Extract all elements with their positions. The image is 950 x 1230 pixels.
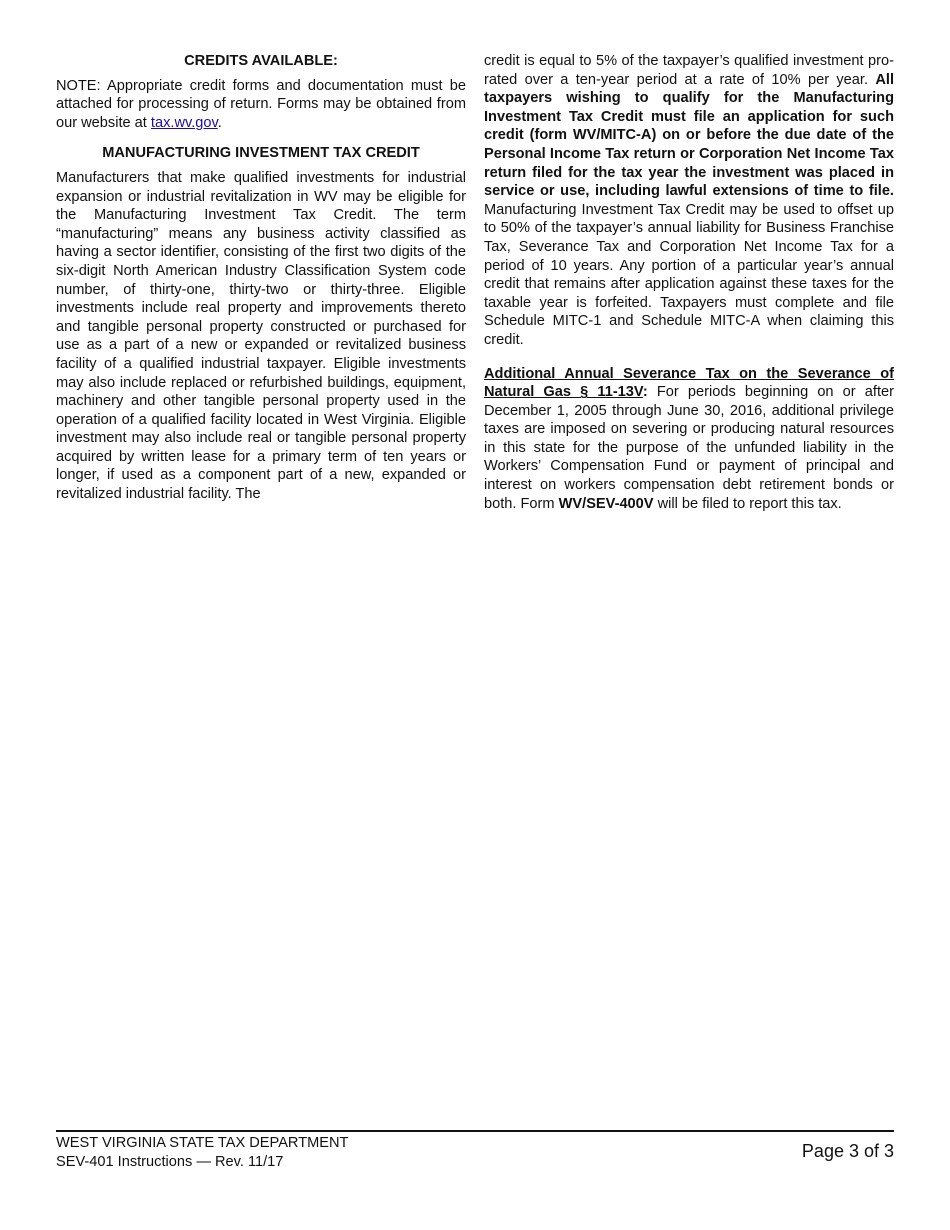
footer-form-revision: SEV-401 Instructions — Rev. 11/17 xyxy=(56,1154,284,1170)
mitc-cont-2: Manufacturing Investment Tax Credit may be used to offset up to 50% of the taxpayer’s annual liability for Business Franchise Tax, Severance Tax and Corporation Net Income Tax for a period of 10 years. Any portion of a particular year’s annual credit that remains after application against these taxes for the taxable year is forfeited. Taxpayers must complete and file Schedule MITC-1 and Schedule MITC-A when claiming this credit. xyxy=(484,201,894,348)
mitc-heading: MANUFACTURING INVESTMENT TAX CREDIT xyxy=(102,145,420,162)
natural-gas-body: For periods beginning on or after December 1, 2005 through June 30, 2016, additional privilege taxes are imposed on severing or producing natural resources in this state for the purpose of the unfunded liability in the Workers’ Compensation Fund or payment of principal and interest on workers compensation debt retirement bonds or both. Form xyxy=(484,384,895,512)
footer-divider xyxy=(56,1130,894,1132)
footer-department: WEST VIRGINIA STATE TAX DEPARTMENT xyxy=(56,1135,349,1151)
left-column xyxy=(56,52,466,504)
footer-left xyxy=(56,1134,348,1172)
mitc-body: Manufacturers that make qualified investments for industrial expansion or industrial revitalization in WV may be eligible for the Manufacturing Investment Tax Credit. The term “manufacturing” means any business activity classified as having a sector identifier, consisting of the first two digits of the six-digit North American Industry Classification System code number, of thirty-one, thirty-two or thirty-three. Eligible investments include real property and improvements thereto and tangible personal property constructed or purchased for use as a part of a new or expanded or revitalized business facility of a qualified industrial taxpayer. Eligible investments may also include replaced or refurbished buildings, equipment, machinery and other tangible personal property used in the operation of a qualified facility located in West Virginia. Eligible investment may also include real or tangible personal property acquired by written lease for a primary term of ten years or longer, if used as a component part of a new, expanded or revitalized industrial facility. The xyxy=(56,169,466,503)
note-end: . xyxy=(217,114,222,131)
tax-website-link[interactable]: tax.wv.gov xyxy=(150,114,218,131)
right-column xyxy=(484,52,894,513)
natural-gas-end: will be filed to report this tax. xyxy=(653,495,842,512)
credits-available-heading: CREDITS AVAILABLE: xyxy=(184,53,338,69)
note-text: NOTE: Appropriate credit forms and documentation must be attached for processing of return. Forms may be obtained from our website at xyxy=(56,77,466,131)
natural-gas-colon: : xyxy=(642,384,648,401)
natural-gas-paragraph xyxy=(484,365,894,514)
mitc-continued xyxy=(484,52,894,350)
form-number: WV/SEV-400V xyxy=(558,495,654,512)
note-paragraph xyxy=(56,77,466,133)
mitc-cont-1: credit is equal to 5% of the taxpayer’s qualified investment pro-rated over a ten-year period at a rate of 10% per year. xyxy=(484,53,894,88)
natural-gas-heading: Additional Annual Severance Tax on the Severance of Natural Gas § 11-13V xyxy=(484,365,894,401)
page-number: Page 3 of 3 xyxy=(801,1141,894,1161)
mitc-application-bold: All taxpayers wishing to qualify for the Manufacturing Investment Tax Credit must file an application for such credit (form WV/MITC-A) on or before the due date of the Personal Income Tax return or Corporation Net Income Tax return filed for the tax year the investment was placed in service or use, including lawful extensions of time to file. xyxy=(484,71,894,200)
